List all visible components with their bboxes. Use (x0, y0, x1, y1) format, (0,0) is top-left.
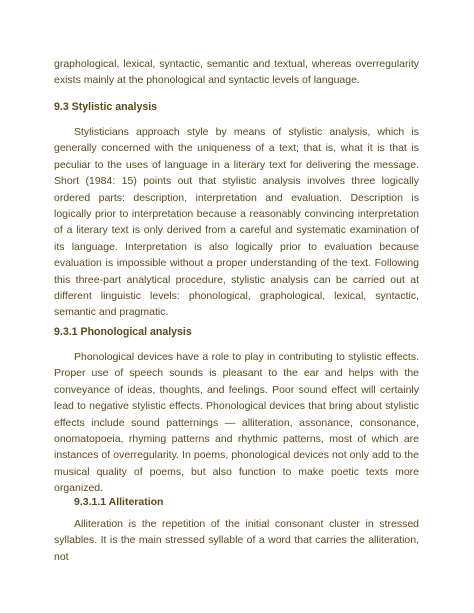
paragraph-alliteration: Alliteration is the repetition of the initial consonant cluster in stressed syllables. It is the main stressed syllable of a word that carries the alliteration, not (54, 518, 419, 563)
heading-9-3-1-phonological-analysis: 9.3.1 Phonological analysis (54, 326, 192, 338)
heading-9-3-stylistic-analysis: 9.3 Stylistic analysis (54, 101, 158, 113)
paragraph-intro-continuation: graphological, lexical, syntactic, semantic and textual, whereas overregularity exists mainly at the phonological and syntactic levels of language. (54, 58, 419, 87)
paragraph-stylistic-analysis: Stylisticians approach style by means of stylistic analysis, which is generally concerned with the uniqueness of a text; that is, what it is that is peculiar to the uses of language in a literary text for delivering the message. Short (1984: 15) points out that stylistic analysis involves three logically ordered parts: description, interpretation and evaluation. Description is logically prior to interpretation because a reasonably convincing interpretation of a literary text is only derived from a careful and systematic examination of its language. Interpretation is also logically prior to evaluation because evaluation is impossible without a proper understanding of the text. Following this three-part analytical procedure, stylistic analysis can be carried out at different linguistic levels: phonological, graphological, lexical, syntactic, semantic and pragmatic. (54, 126, 419, 319)
heading-9-3-1-1-alliteration: 9.3.1.1 Alliteration (74, 496, 164, 508)
paragraph-phonological-analysis: Phonological devices have a role to play in contributing to stylistic effects. Proper use of speech sounds is pleasant to the ear and helps with the conveyance of ideas, thoughts, and feelings. Poor sound effect will certainly lead to negative stylistic effects. Phonological devices that bring about stylistic effects include sound patternings — alliteration, assonance, consonance, onomatopoeia, rhyming patterns and rhythmic patterns, most of which are instances of overregularity. In poems, phonological devices not only add to the musical quality of poems, but also function to make poetic texts more organized. (54, 351, 419, 495)
